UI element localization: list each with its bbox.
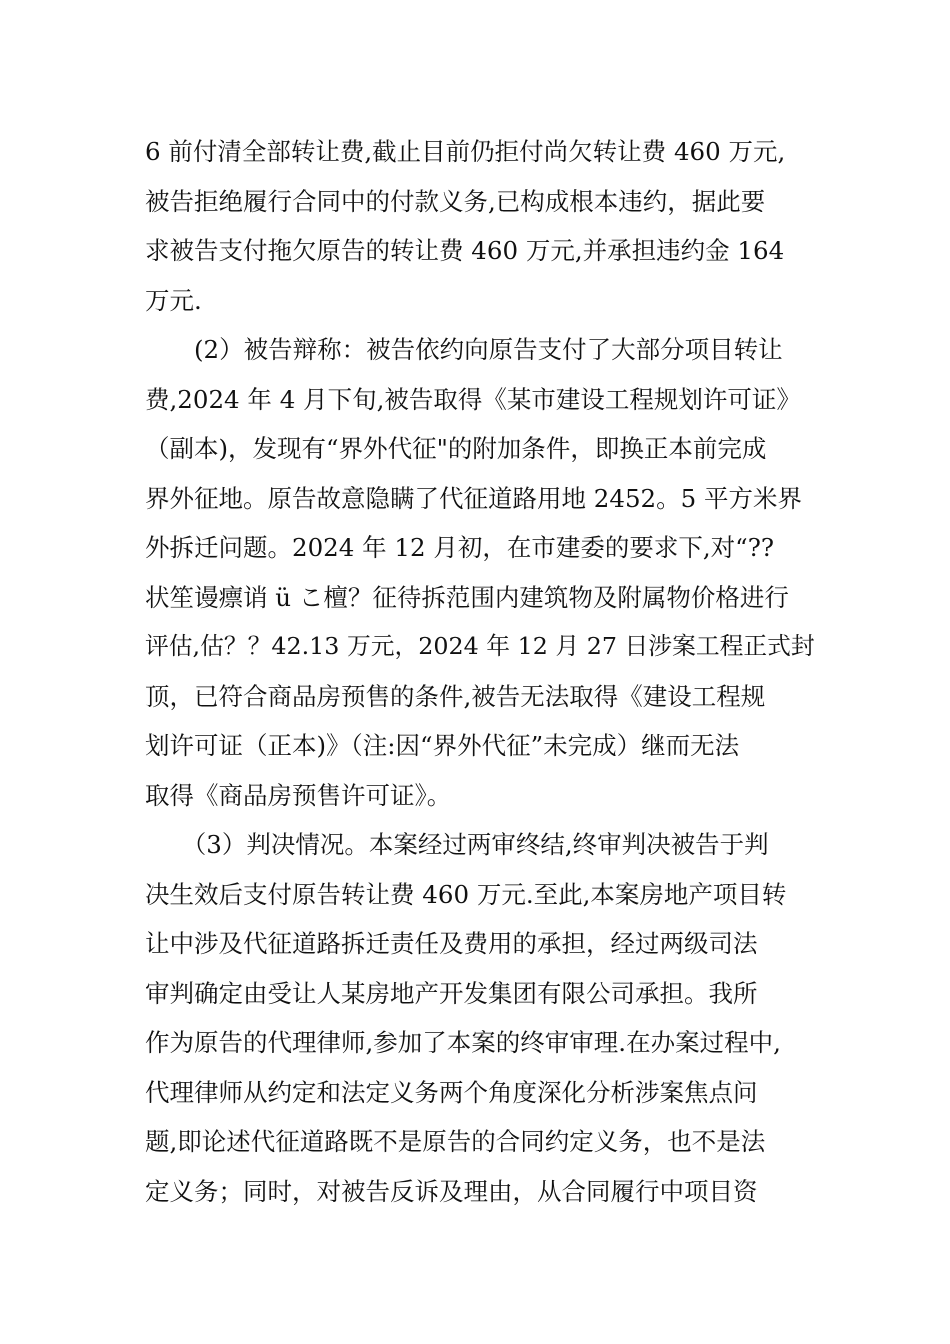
text-line: （副本)，发现有“界外代征"的附加条件，即换正本前完成 (145, 434, 767, 463)
text-line: 顶，已符合商品房预售的条件,被告无法取得《建设工程规 (145, 681, 766, 711)
text-line: 评估,估？？42.13 万元，2024 年 12 月 27 日涉案工程正式封 (145, 632, 815, 660)
text-line: 代理律师从约定和法定义务两个角度深化分析涉案焦点问 (145, 1077, 758, 1107)
text-line: 作为原告的代理律师,参加了本案的终审审理.在办案过程中, (145, 1028, 781, 1057)
text-line: 取得《商品房预售许可证》。 (145, 780, 452, 810)
text-line: 外拆迁问题。2024 年 12 月初，在市建委的要求下,对“?? (145, 533, 774, 562)
text-line: 定义务；同时，对被告反诉及理由，从合同履行中项目资 (145, 1176, 758, 1206)
text-line: 6 前付清全部转让费,截止目前仍拒付尚欠转让费 460 万元, (145, 137, 786, 166)
text-line: 求被告支付拖欠原告的转让费 460 万元,并承担违约金 164 (145, 236, 785, 265)
text-line: 划许可证（正本)》（注:因“界外代征”未完成）继而无法 (145, 731, 740, 760)
text-line: (2）被告辩称：被告依约向原告支付了大部分项目转让 (145, 335, 783, 364)
text-line: 界外征地。原告故意隐瞒了代征道路用地 2452。5 平方米界 (145, 483, 803, 513)
text-line: 决生效后支付原告转让费 460 万元.至此,本案房地产项目转 (145, 879, 787, 909)
body-text (145, 127, 815, 1216)
text-line: （3）判决情况。本案经过两审终结,终审判决被告于判 (145, 830, 769, 859)
text-line: 让中涉及代征道路拆迁责任及费用的承担，经过两级司法 (145, 929, 758, 958)
text-line: 万元. (145, 285, 202, 315)
text-line: 被告拒绝履行合同中的付款义务,已构成根本违约，据此要 (145, 186, 766, 216)
text-line: 审判确定由受让人某房地产开发集团有限公司承担。我所 (145, 978, 758, 1008)
text-line: 费,2024 年 4 月下旬,被告取得《某市建设工程规划许可证》 (145, 384, 801, 414)
text-line: 状笙谩瘭诮 ü こ檀？征待拆范围内建筑物及附属物价格进行 (145, 582, 789, 612)
text-line: 题,即论述代征道路既不是原告的合同约定义务，也不是法 (145, 1127, 766, 1156)
